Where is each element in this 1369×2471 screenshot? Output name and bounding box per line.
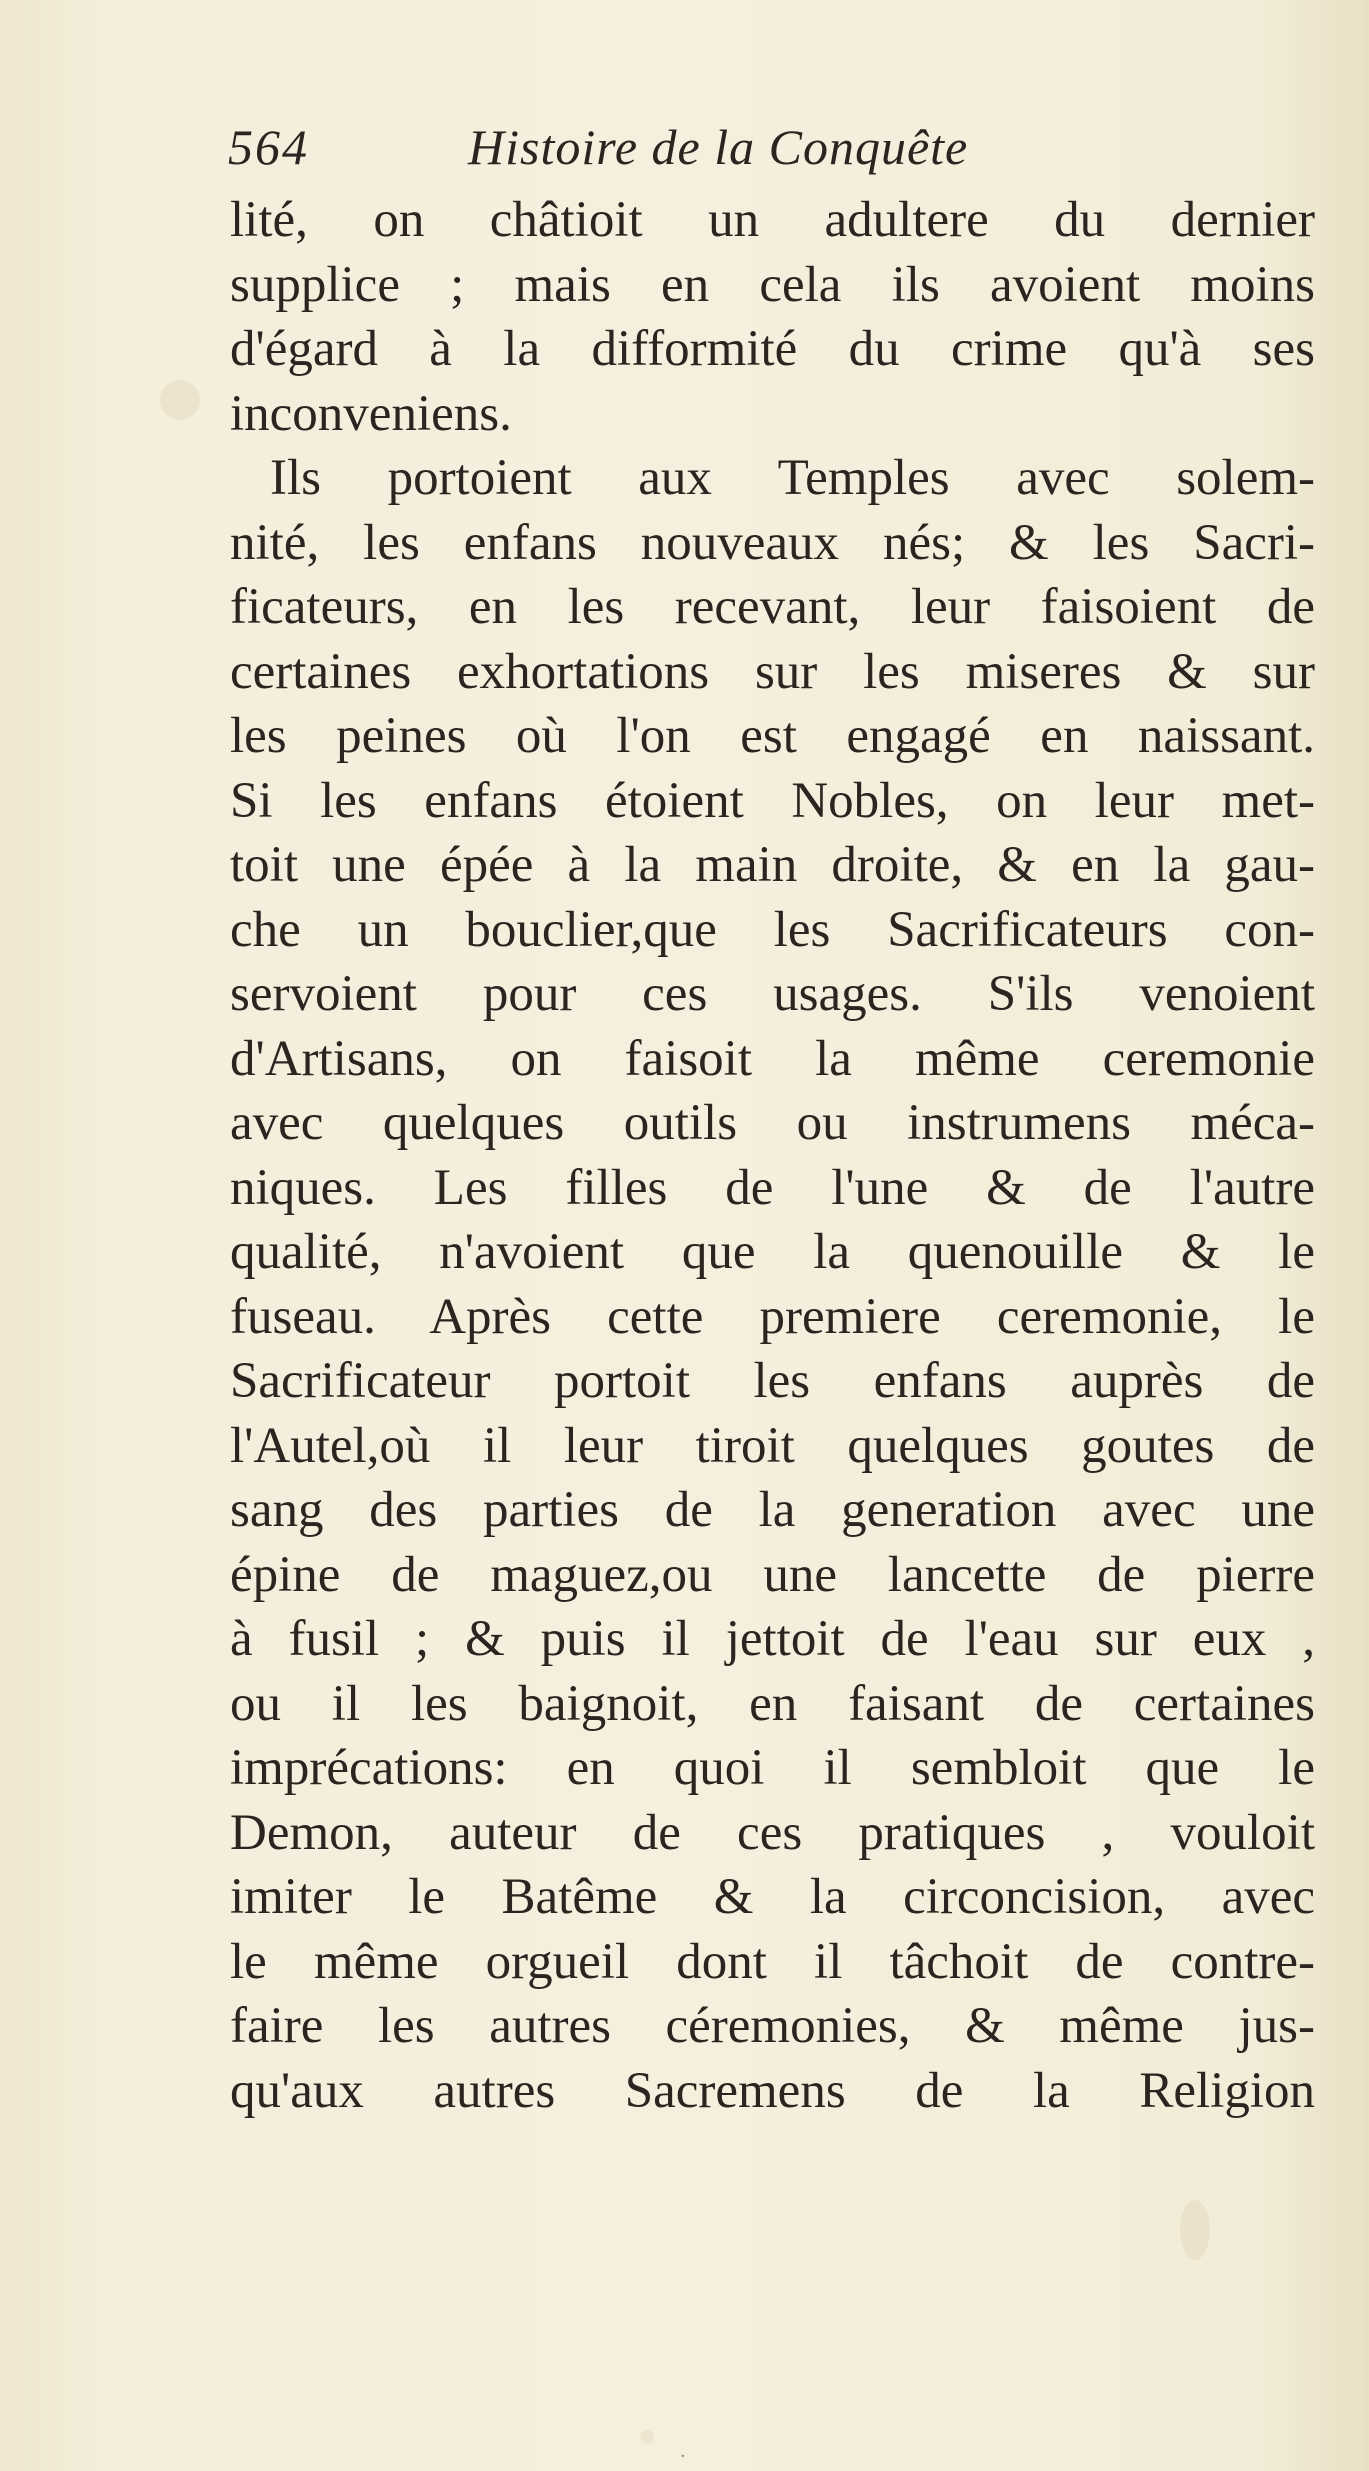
- text-line: ou il les baignoit, en faisant de certaines: [230, 1675, 1315, 1732]
- text-line: faire les autres céremonies, & même jus-: [230, 1998, 1315, 2054]
- text-line: qualité, n'avoient que la quenouille & le: [230, 1224, 1315, 1280]
- text-line: avec quelques outils ou instrumens méca-: [230, 1095, 1315, 1151]
- text-line: fuseau. Après cette premiere ceremonie, le: [230, 1288, 1315, 1345]
- text-line: à fusil ; & puis il jettoit de l'eau sur eux ,: [230, 1611, 1315, 1667]
- text-line: l'Autel,où il leur tiroit quelques goutes de: [230, 1417, 1315, 1474]
- text-line: supplice ; mais en cela ils avoient moins: [230, 256, 1315, 313]
- text-line: lité, on châtioit un adultere du dernier: [230, 192, 1315, 248]
- text-line: qu'aux autres Sacremens de la Religion: [230, 2062, 1315, 2119]
- running-header: [228, 118, 1128, 198]
- text-line: certaines exhortations sur les miseres & sur: [230, 643, 1315, 700]
- paper-stain: [640, 2430, 654, 2444]
- text-line: inconveniens.: [230, 385, 512, 442]
- running-title: Histoire de la Conquête: [468, 119, 969, 175]
- text-line: Si les enfans étoient Nobles, on leur met-: [230, 772, 1315, 829]
- body-text: [230, 188, 1315, 2123]
- page-number: 564: [228, 119, 309, 175]
- paragraph-first-line: Ils portoient aux Temples avec solem-: [270, 450, 1315, 506]
- text-line: d'Artisans, on faisoit la même ceremonie: [230, 1030, 1315, 1087]
- text-line: d'égard à la difformité du crime qu'à ses: [230, 321, 1315, 377]
- text-line: le même orgueil dont il tâchoit de contre-: [230, 1933, 1315, 1990]
- text-line: imiter le Batême & la circoncision, avec: [230, 1869, 1315, 1925]
- text-line: che un bouclier,que les Sacrificateurs con-: [230, 901, 1315, 958]
- text-line: servoient pour ces usages. S'ils venoient: [230, 966, 1315, 1022]
- text-line: imprécations: en quoi il sembloit que le: [230, 1740, 1315, 1796]
- text-line: niques. Les filles de l'une & de l'autre: [230, 1159, 1315, 1216]
- paper-stain: [160, 380, 200, 420]
- text-line: Sacrificateur portoit les enfans auprès de: [230, 1353, 1315, 1409]
- print-dot: ·: [680, 2446, 686, 2467]
- text-line: les peines où l'on est engagé en naissant.: [230, 708, 1315, 764]
- text-line: sang des parties de la generation avec une: [230, 1482, 1315, 1538]
- text-line: toit une épée à la main droite, & en la gau-: [230, 837, 1315, 893]
- text-line: nité, les enfans nouveaux nés; & les Sacri-: [230, 514, 1315, 571]
- paper-stain: [1180, 2200, 1210, 2260]
- text-line: épine de maguez,ou une lancette de pierre: [230, 1546, 1315, 1603]
- text-line: Demon, auteur de ces pratiques , vouloit: [230, 1804, 1315, 1861]
- text-line: ficateurs, en les recevant, leur faisoient de: [230, 579, 1315, 635]
